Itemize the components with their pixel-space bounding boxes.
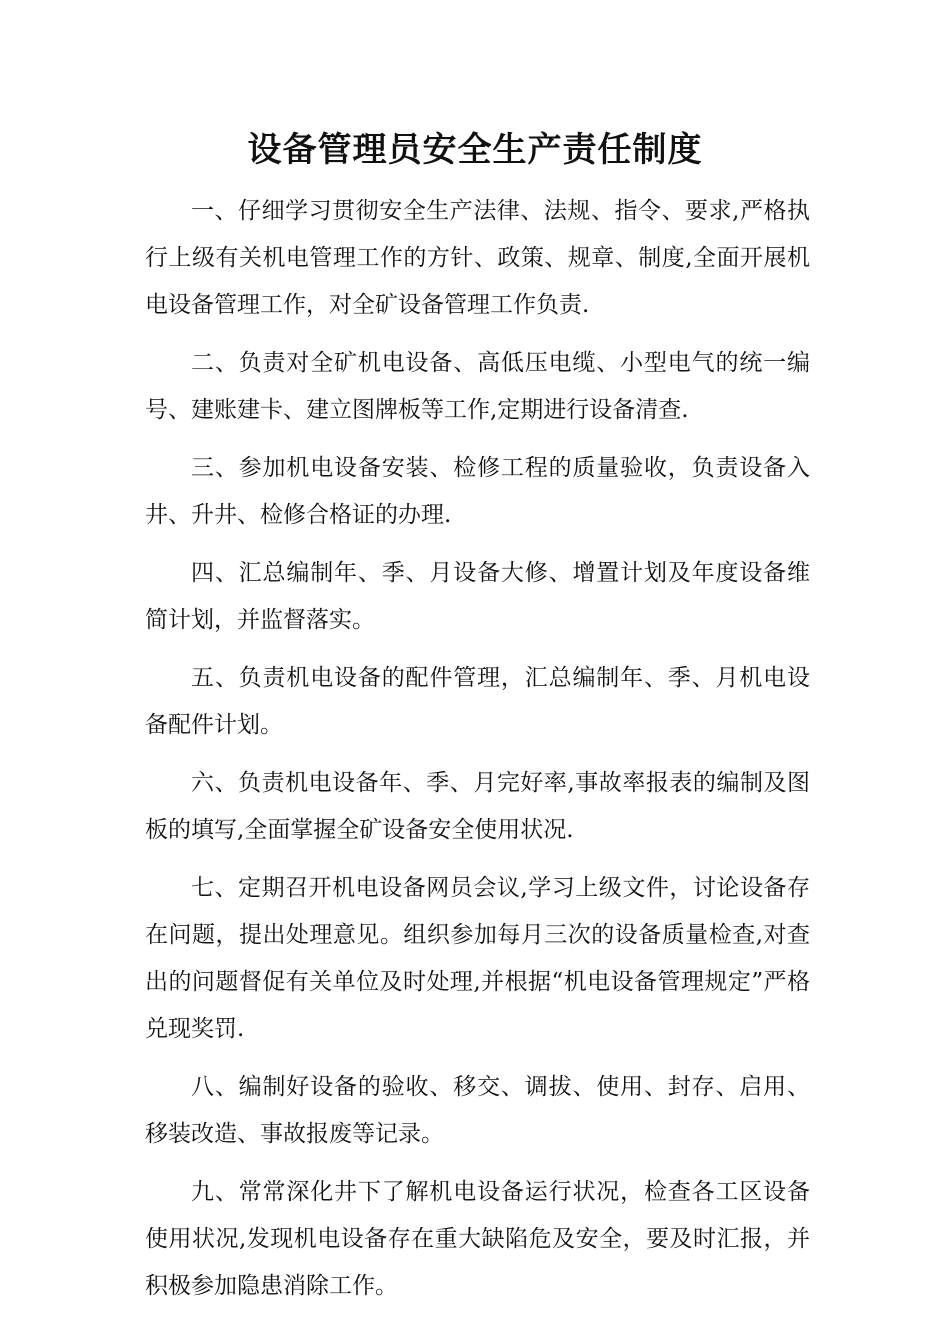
clause-9: 九、常常深化井下了解机电设备运行状况，检查各工区设备使用状况,发现机电设备存在重大缺陷危及安全，要及时汇报，并积极参加隐患消除工作。 (145, 1179, 810, 1299)
clause-7: 七、定期召开机电设备网员会议,学习上级文件，讨论设备存在问题，提出处理意见。组织参加每月三次的设备质量检查,对查出的问题督促有关单位及时处理,并根据“机电设备管理规定”严格兑现奖罚. (145, 875, 810, 1042)
clause-5: 五、负责机电设备的配件管理，汇总编制年、季、月机电设备配件计划。 (145, 665, 810, 738)
clause-2: 二、负责对全矿机电设备、高低压电缆、小型电气的统一编号、建账建卡、建立图牌板等工作,定期进行设备清查. (145, 350, 810, 423)
clause-3: 三、参加机电设备安装、检修工程的质量验收，负责设备入井、升井、检修合格证的办理. (145, 455, 810, 528)
clause-1: 一、仔细学习贯彻安全生产法律、法规、指令、要求,严格执行上级有关机电管理工作的方针、政策、规章、制度,全面开展机电设备管理工作，对全矿设备管理工作负责. (145, 198, 810, 318)
clause-4: 四、汇总编制年、季、月设备大修、增置计划及年度设备维简计划，并监督落实。 (145, 560, 810, 633)
clause-6: 六、负责机电设备年、季、月完好率,事故率报表的编制及图板的填写,全面掌握全矿设备安全使用状况. (145, 770, 810, 843)
document-body (145, 188, 810, 1321)
document-title: 设备管理员安全生产责任制度 (247, 130, 703, 170)
clause-8: 八、编制好设备的验收、移交、调拔、使用、封存、启用、移装改造、事故报废等记录。 (145, 1074, 810, 1147)
